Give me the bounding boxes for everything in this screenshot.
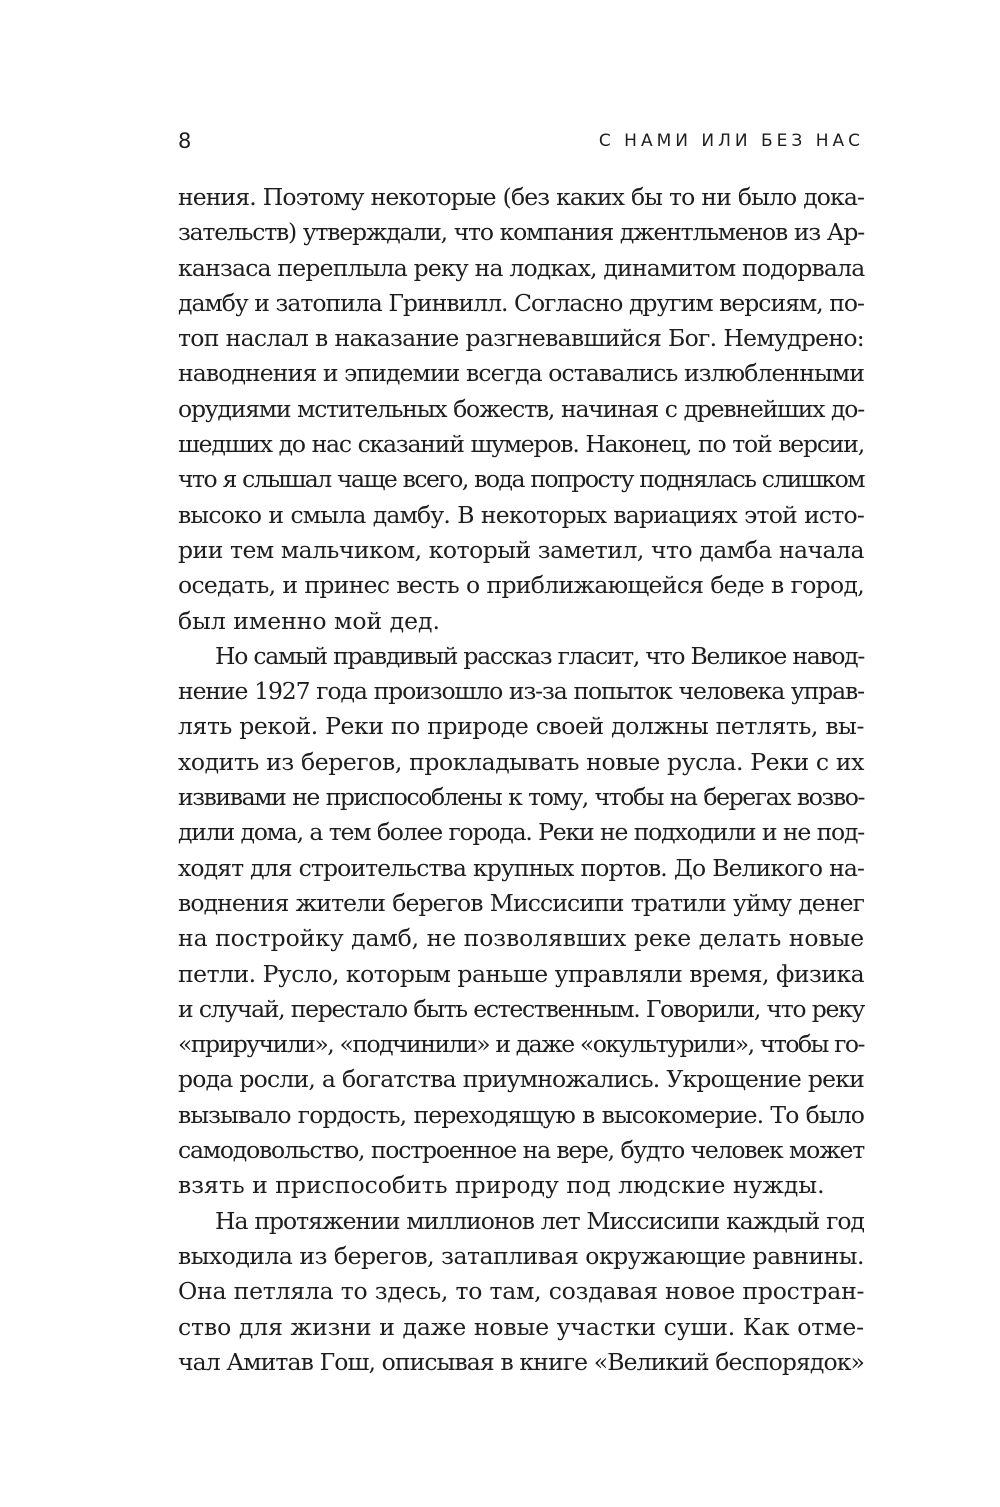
text-line: был именно мой дед. [178, 606, 440, 635]
page-number: 8 [178, 129, 192, 153]
text-line: чал Амитав Гош, описывая в книге «Великий беспорядок» [178, 1347, 864, 1376]
text-line: дамбу и затопила Гринвилл. Согласно другим версиям, по- [178, 288, 864, 317]
text-line: наводнения и эпидемии всегда оставались излюбленными [178, 359, 864, 388]
paragraph [178, 639, 864, 1204]
paragraph [178, 180, 864, 639]
text-line: дили дома, а тем более города. Реки не подходили и не под- [178, 818, 864, 847]
text-line: ходят для строительства крупных портов. До Великого на- [178, 853, 864, 882]
text-line: нение 1927 года произошло из-за попыток человека управ- [178, 677, 864, 706]
text-line: «приручили», «подчинили» и даже «окультурили», чтобы го- [178, 1030, 864, 1059]
text-line: ство для жизни и даже новые участки суши. Как отме- [178, 1312, 864, 1341]
text-line: орудиями мстительных божеств, начиная с древнейших до- [178, 394, 864, 423]
text-line: извивами не приспособлены к тому, чтобы на берегах возво- [178, 783, 864, 812]
text-line: выходила из берегов, затапливая окружающие равнины. [178, 1241, 864, 1270]
body-text [178, 180, 864, 1380]
text-line: петли. Русло, которым раньше управляли время, физика [178, 959, 865, 988]
text-line: взять и приспособить природу под людские нужды. [178, 1171, 825, 1200]
text-line: что я слышал чаще всего, вода попросту поднялась слишком [178, 465, 864, 494]
text-line: нения. Поэтому некоторые (без каких бы то ни было дока- [178, 183, 864, 211]
text-line: на постройку дамб, не позволявших реке делать новые [178, 924, 864, 953]
text-line: воднения жители берегов Миссисипи тратили уйму денег [178, 888, 864, 917]
running-header [178, 124, 864, 158]
text-line: самодовольство, построенное на вере, будто человек может [178, 1136, 864, 1165]
text-line: рии тем мальчиком, который заметил, что дамба начала [178, 535, 864, 564]
text-line: Она петляла то здесь, то там, создавая новое простран- [178, 1277, 865, 1306]
text-line: Но самый правдивый рассказ гласит, что Великое навод- [215, 641, 864, 670]
text-line: рода росли, а богатства приумножались. Укрощение реки [178, 1065, 864, 1094]
text-line: канзаса переплыла реку на лодках, динамитом подорвала [178, 253, 865, 282]
text-line: ходить из берегов, прокладывать новые русла. Реки с их [178, 747, 864, 776]
running-title: С НАМИ ИЛИ БЕЗ НАС [598, 131, 864, 151]
text-line: высоко и смыла дамбу. В некоторых вариациях этой исто- [178, 500, 864, 529]
text-line: лять рекой. Реки по природе своей должны петлять, вы- [178, 712, 864, 741]
text-line: оседать, и принес весть о приближающейся беде в город, [178, 571, 864, 600]
paragraph [178, 1204, 864, 1380]
text-line: зательств) утверждали, что компания джентльменов из Ар- [178, 218, 864, 247]
text-line: шедших до нас сказаний шумеров. Наконец, по той версии, [178, 430, 864, 459]
text-line: топ наслал в наказание разгневавшийся Бог. Немудрено: [178, 324, 864, 353]
text-line: вызывало гордость, переходящую в высокомерие. То было [178, 1100, 864, 1129]
text-line: и случай, перестало быть естественным. Говорили, что реку [178, 994, 864, 1023]
text-line: На протяжении миллионов лет Миссисипи каждый год [215, 1206, 864, 1235]
